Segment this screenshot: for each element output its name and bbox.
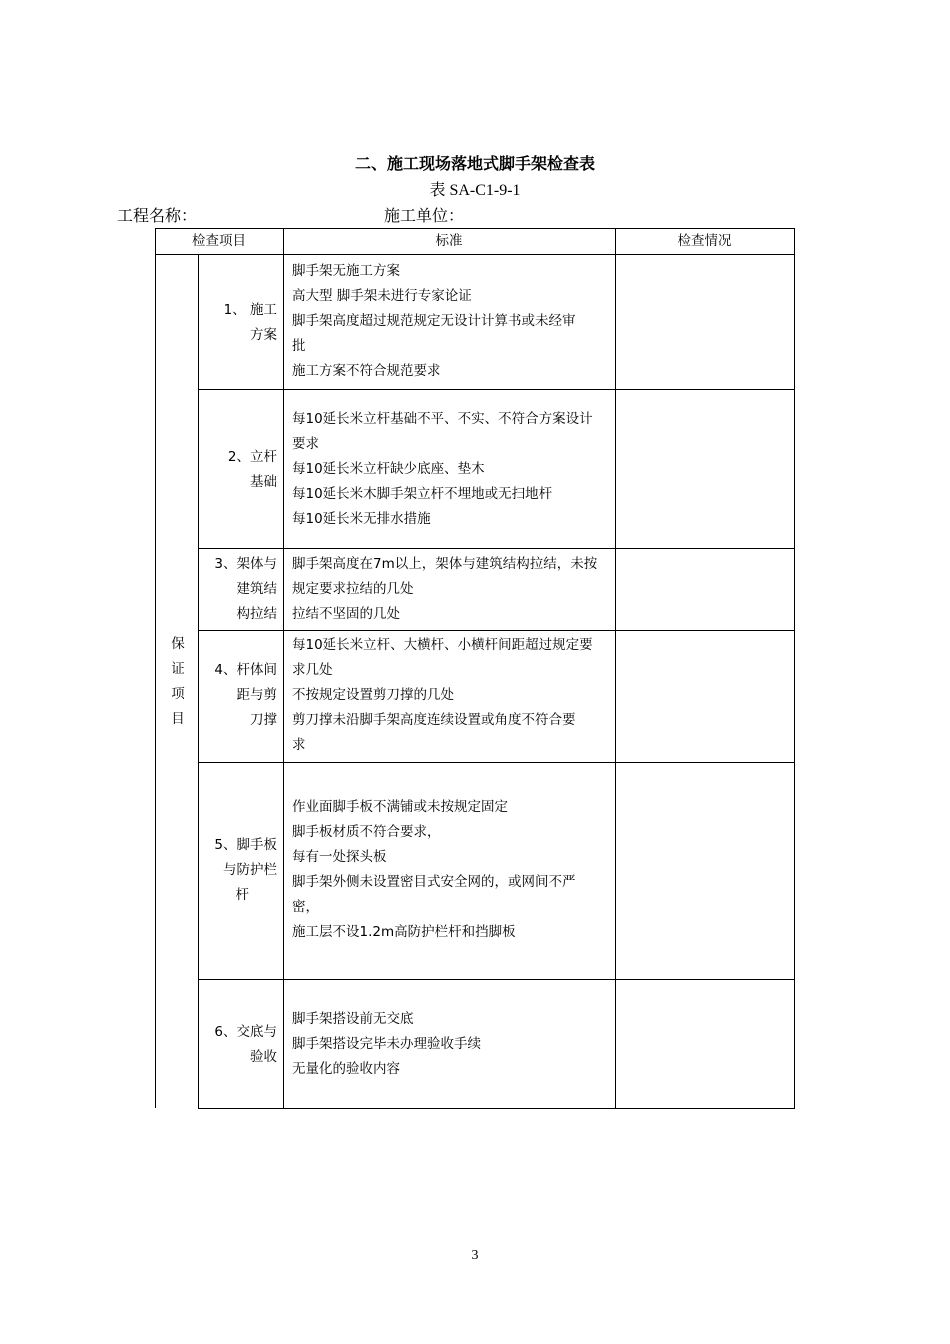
item-briefing-acceptance: 6、交底与 验收	[214, 1024, 277, 1065]
standard-spacing-bracing: 每10延长米立杆、大横杆、小横杆间距超过规定要 求几处 不按规定设置剪刀撑的几处 剪刀撑未沿脚手架高度连续设置或角度不符合要 求	[292, 637, 593, 753]
item-pole-foundation: 2、立杆 基础	[227, 449, 277, 490]
page-title: 二、施工现场落地式脚手架检查表	[354, 154, 595, 173]
header-standard: 标准	[435, 233, 463, 249]
project-name-label: 工程名称：	[117, 206, 198, 225]
header-status: 检查情况	[677, 233, 732, 249]
row-divider	[198, 548, 795, 549]
construction-unit-label: 施工单位：	[384, 206, 465, 225]
row-divider	[198, 630, 795, 631]
form-code: 表 SA-C1-9-1	[429, 182, 521, 199]
standard-briefing-acceptance: 脚手架搭设前无交底 脚手架搭设完毕未办理验收手续 无量化的验收内容	[292, 1011, 481, 1077]
table-bottom-border	[198, 1108, 795, 1109]
table-right-border	[794, 228, 795, 1109]
page-number: 3	[471, 1248, 479, 1263]
item-spacing-bracing: 4、杆体间 距与剪 刀撑	[214, 662, 277, 728]
table-left-border	[155, 228, 156, 1108]
standard-scaffold-board-guardrail: 作业面脚手板不满铺或未按规定固定 脚手板材质不符合要求， 每有一处探头板 脚手架外侧未设置密目式安全网的，或网间不严 密， 施工层不设1.2m高防护栏杆和挡脚板	[292, 799, 576, 940]
header-item: 检查项目	[192, 233, 246, 249]
header-bottom-border	[155, 254, 795, 255]
guarantee-items-label: 保 证 项 目	[171, 636, 185, 727]
item-structure-tie: 3、架体与 建筑结 构拉结	[214, 556, 277, 622]
standard-construction-plan: 脚手架无施工方案 高大型 脚手架未进行专家论证 脚手架高度超过规范规定无设计计算书或未经审 批 施工方案不符合规范要求	[292, 263, 576, 379]
row-divider	[198, 762, 795, 763]
item-column-divider	[283, 228, 284, 1109]
item-construction-plan: 1、 施工 方案	[223, 302, 277, 343]
group-column-divider	[198, 254, 199, 1109]
standard-pole-foundation: 每10延长米立杆基础不平、不实、不符合方案设计 要求 每10延长米立杆缺少底座、垫木 每10延长米木脚手架立杆不埋地或无扫地杆 每10延长米无排水措施	[292, 411, 593, 527]
standard-structure-tie: 脚手架高度在7m以上，架体与建筑结构拉结，未按 规定要求拉结的几处 拉结不坚固的几处	[292, 556, 598, 622]
row-divider	[198, 389, 795, 390]
item-scaffold-board-guardrail: 5、脚手板 与防护栏 杆	[214, 837, 277, 903]
row-divider	[198, 979, 795, 980]
standard-column-divider	[615, 228, 616, 1109]
